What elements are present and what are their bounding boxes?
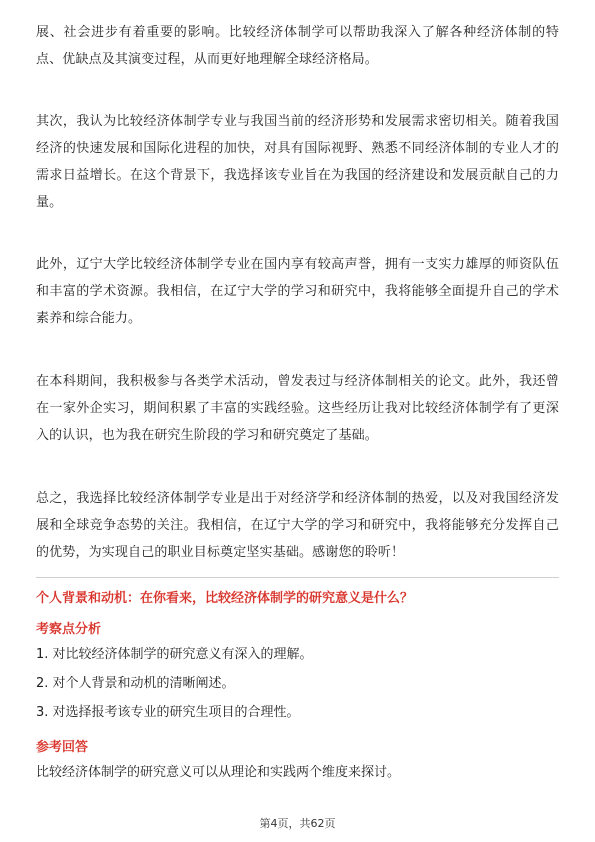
analysis-item: 1. 对比较经济体制学的研究意义有深入的理解。 xyxy=(36,647,313,662)
body-paragraph-3: 此外，辽宁大学比较经济体制学专业在国内享有较高声誉，拥有一支实力雄厚的师资队伍和丰富的学术资源。我相信，在辽宁大学的学习和研究中，我将能够全面提升自己的学术素养和综合能力。 xyxy=(36,257,559,326)
question-heading: 个人背景和动机：在你看来，比较经济体制学的研究意义是什么？ xyxy=(36,591,414,606)
reference-answer-title: 参考回答 xyxy=(36,740,89,755)
body-paragraph-2: 其次，我认为比较经济体制学专业与我国当前的经济形势和发展需求密切相关。随着我国经济的快速发展和国际化进程的加快，对具有国际视野、熟悉不同经济体制的专业人才的需求日益增长。在这个背景下，我选择该专业旨在为我国的经济建设和发展贡献自己的力量。 xyxy=(36,114,559,210)
body-paragraph-1: 展、社会进步有着重要的影响。比较经济体制学可以帮助我深入了解各种经济体制的特点、优缺点及其演变过程，从而更好地理解全球经济格局。 xyxy=(36,25,559,67)
body-paragraph-5: 总之，我选择比较经济体制学专业是出于对经济学和经济体制的热爱，以及对我国经济发展和全球竞争态势的关注。我相信，在辽宁大学的学习和研究中，我将能够充分发挥自己的优势，为实现自己的职业目标奠定坚实基础。感谢您的聆听！ xyxy=(36,491,559,560)
body-paragraph-4: 在本科期间，我积极参与各类学术活动，曾发表过与经济体制相关的论文。此外，我还曾在一家外企实习，期间积累了丰富的实践经验。这些经历让我对比较经济体制学有了更深入的认识，也为我在研究生阶段的学习和研究奠定了基础。 xyxy=(36,374,559,443)
analysis-item: 3. 对选择报考该专业的研究生项目的合理性。 xyxy=(36,705,300,720)
analysis-title: 考察点分析 xyxy=(36,622,102,637)
section-divider xyxy=(36,577,559,578)
analysis-item: 2. 对个人背景和动机的清晰阐述。 xyxy=(36,676,235,691)
reference-answer-text: 比较经济体制学的研究意义可以从理论和实践两个维度来探讨。 xyxy=(36,765,401,780)
page-number-footer: 第4页，共62页 xyxy=(259,817,336,830)
